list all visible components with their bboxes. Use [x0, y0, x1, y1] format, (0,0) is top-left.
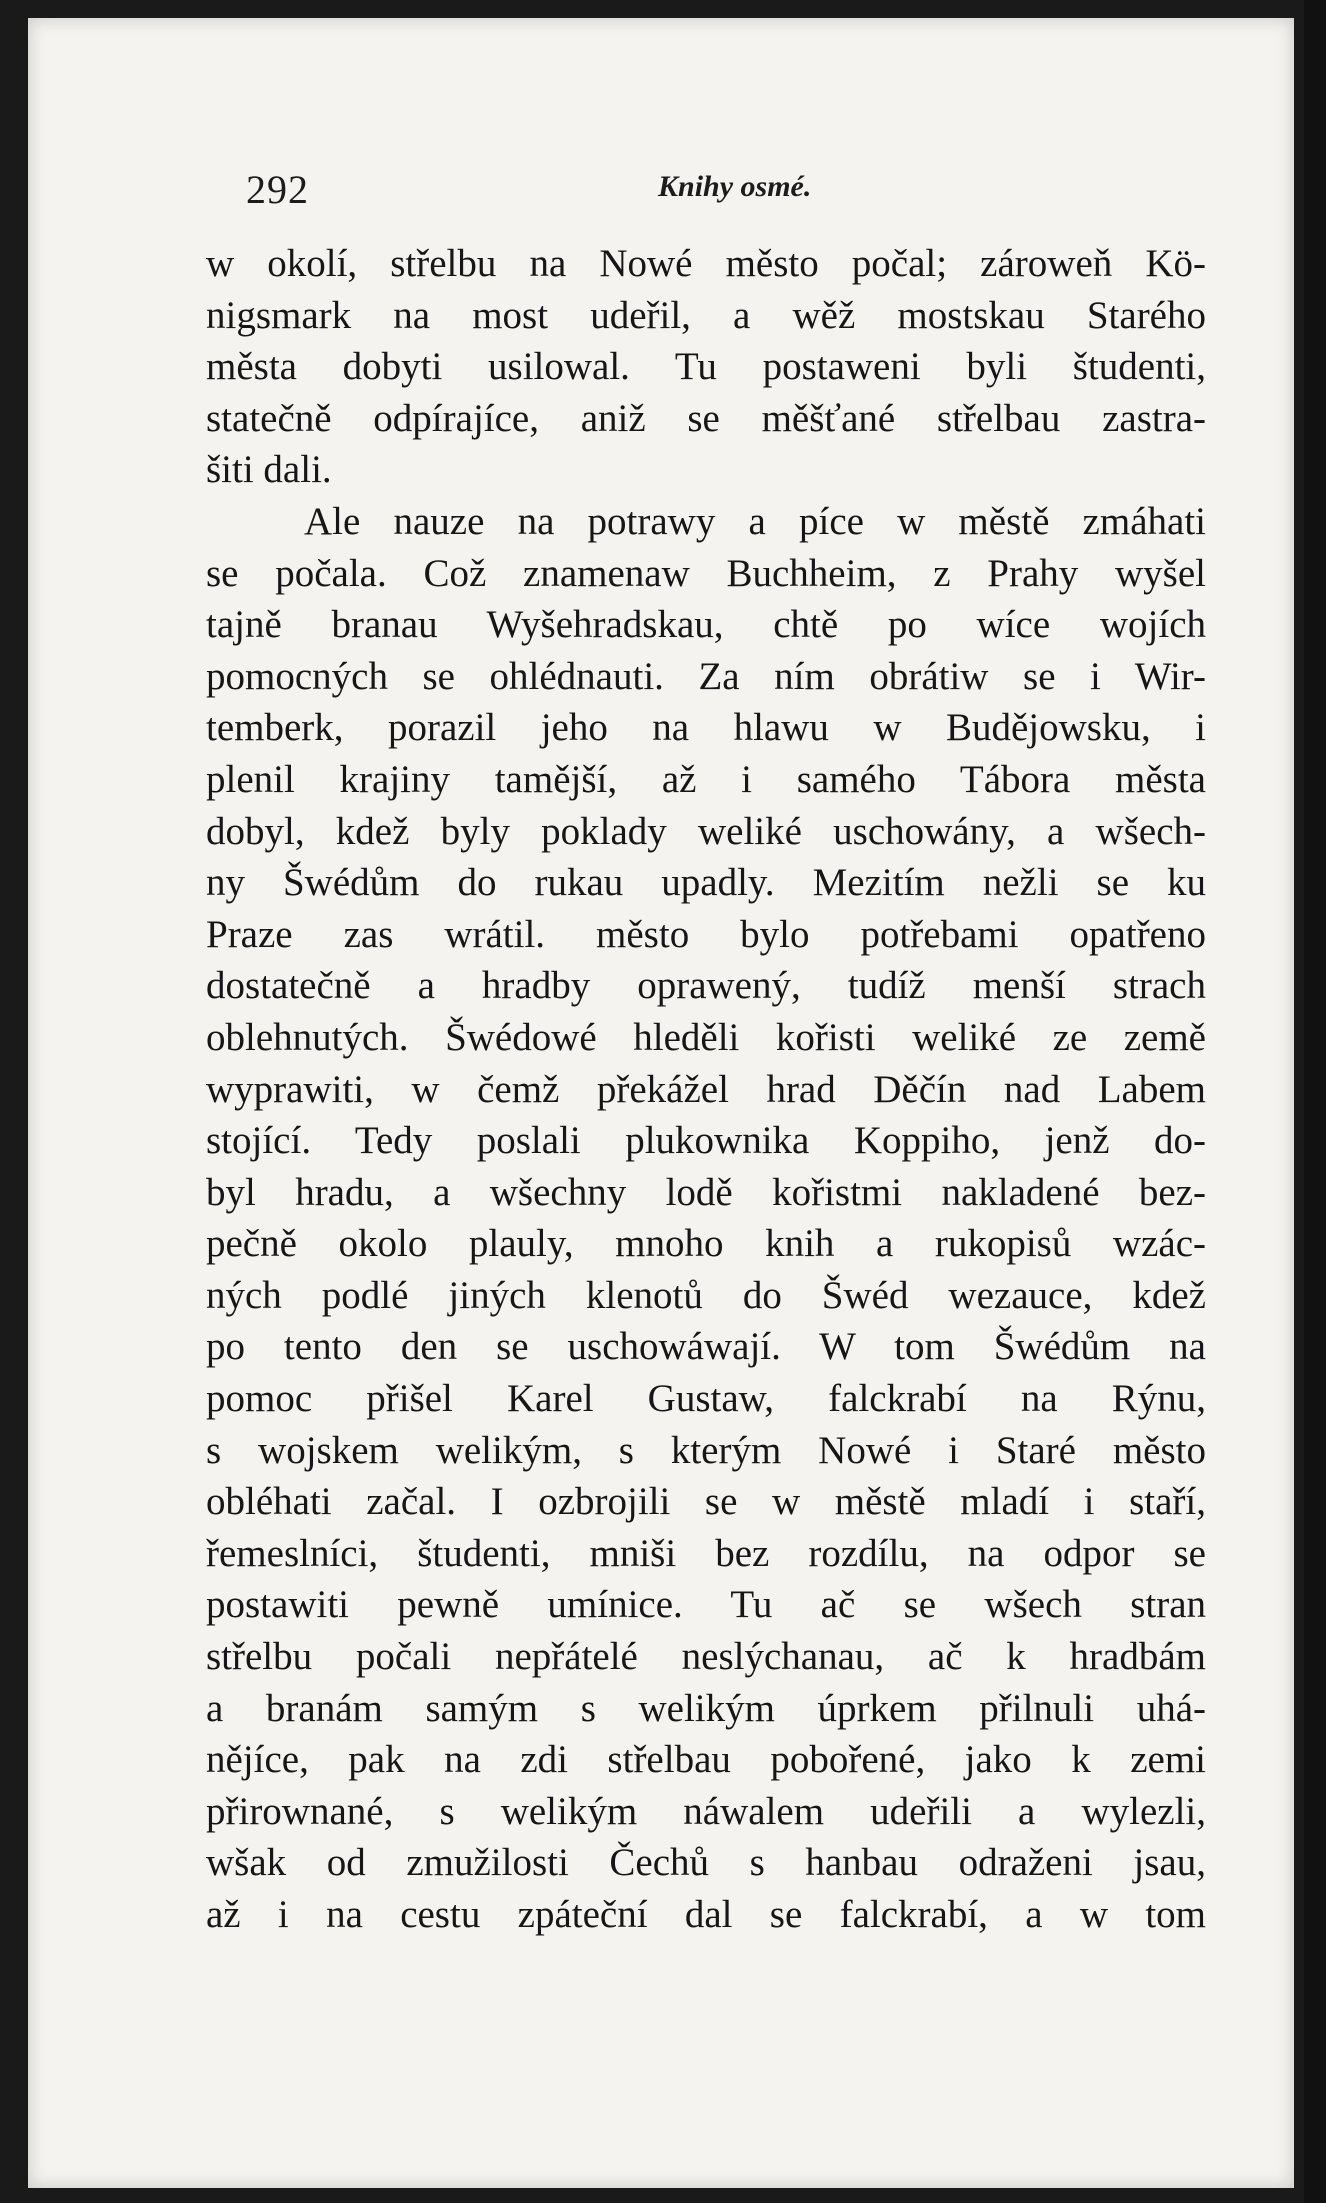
running-title: Knihy osmé.: [658, 170, 812, 203]
text-line: wyprawiti, w čemž překážel hrad Děčín nad Labem: [206, 1067, 1206, 1111]
text-line: plenil krajiny tamější, až i samého Tábora města: [206, 757, 1206, 801]
text-line: postawiti pewně umínice. Tu ač se wšech stran: [206, 1583, 1206, 1627]
page-header: [216, 166, 1116, 226]
text-line-paragraph-start: Ale nauze na potrawy a píce w městě zmáhati: [304, 499, 1206, 543]
text-line: ny Šwédům do rukau upadly. Mezitím nežli se ku: [206, 861, 1206, 905]
text-line: wšak od zmužilosti Čechů s hanbau odraženi jsau,: [206, 1841, 1206, 1885]
text-line: oblehnutých. Šwédowé hleděli kořisti weliké ze země: [206, 1015, 1206, 1059]
text-line: pečně okolo plauly, mnoho knih a rukopisů wzác-: [206, 1222, 1206, 1266]
scan-edge-shadow: [1304, 0, 1326, 2203]
text-line: města dobyti usilowal. Tu postaweni byli študenti,: [206, 345, 1206, 389]
text-line: nějíce, pak na zdi střelbau pobořené, jako k zemi: [206, 1738, 1206, 1782]
page-body-text: [206, 238, 1206, 1941]
text-line: s wojskem welikým, s kterým Nowé i Staré město: [206, 1428, 1206, 1472]
text-line: obléhati začal. I ozbrojili se w městě mladí i staří,: [206, 1480, 1206, 1524]
text-line: ných podlé jiných klenotů do Šwéd wezauce, kdež: [206, 1273, 1206, 1317]
text-line: byl hradu, a wšechny lodě kořistmi nakladené bez-: [206, 1170, 1206, 1214]
text-line: se počala. Což znamenaw Buchheim, z Prahy wyšel: [206, 551, 1206, 595]
text-line: pomoc přišel Karel Gustaw, falckrabí na Rýnu,: [206, 1377, 1206, 1421]
text-line: přirownané, s welikým náwalem udeřili a wylezli,: [206, 1789, 1206, 1833]
text-line: stojící. Tedy poslali plukownika Koppiho, jenž do-: [206, 1119, 1206, 1163]
text-line: dostatečně a hradby oprawený, tudíž menší strach: [206, 964, 1206, 1008]
text-line: tajně branau Wyšehradskau, chtě po wíce wojích: [206, 603, 1206, 647]
text-line: pomocných se ohlédnauti. Za ním obrátiw se i Wir-: [206, 654, 1206, 698]
page-number: 292: [246, 167, 309, 212]
text-line: w okolí, střelbu na Nowé město počal; zároweň Kö-: [206, 242, 1206, 285]
text-line: šiti dali.: [206, 448, 332, 492]
text-line: a branám samým s welikým úprkem přilnuli uhá-: [206, 1686, 1206, 1730]
text-line: Praze zas wrátil. město bylo potřebami opatřeno: [206, 912, 1206, 956]
text-line: řemeslníci, študenti, mniši bez rozdílu, na odpor se: [206, 1531, 1206, 1575]
text-line: střelbu počali nepřátelé neslýchanau, ač k hradbám: [206, 1635, 1206, 1679]
text-line: dobyl, kdež byly poklady weliké uschowány, a wšech-: [206, 809, 1206, 853]
text-line: statečně odpírajíce, aniž se měšťané střelbau zastra-: [206, 396, 1206, 440]
text-line: nigsmark na most udeřil, a wěž mostskau Starého: [206, 293, 1206, 337]
text-line: až i na cestu zpáteční dal se falckrabí, a w tom: [206, 1893, 1206, 1936]
text-line: po tento den se uschowáwají. W tom Šwédům na: [206, 1325, 1206, 1369]
text-line: temberk, porazil jeho na hlawu w Budějowsku, i: [206, 706, 1206, 750]
